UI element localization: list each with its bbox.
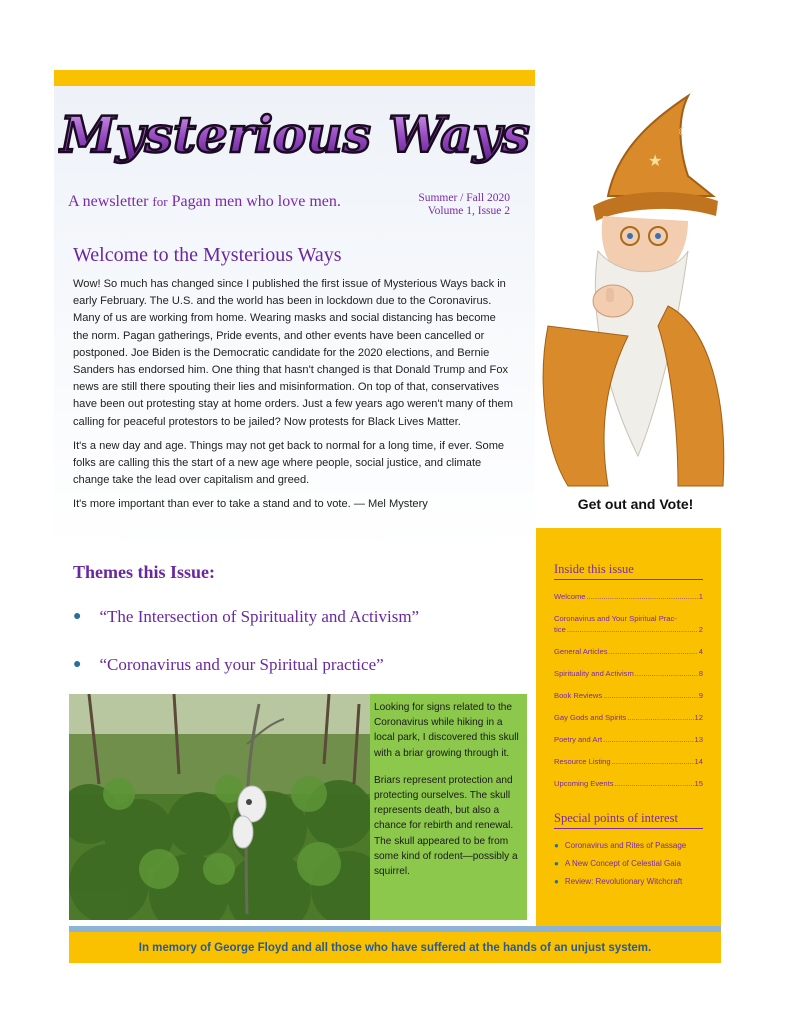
toc-item[interactable]: General Articles ..... 4 <box>554 646 703 657</box>
welcome-article <box>73 276 513 521</box>
special-points-heading: Special points of interest <box>554 811 703 829</box>
bullet-icon: ● <box>554 877 559 886</box>
wizard-illustration <box>538 76 730 490</box>
top-accent-bar <box>54 70 535 86</box>
svg-text:★: ★ <box>648 151 663 170</box>
welcome-signoff: It's more important than ever to take a stand and to vote. — Mel Mystery <box>73 498 428 511</box>
toc-item[interactable]: Spirituality and Activism ..... 8 <box>554 668 703 679</box>
toc-item[interactable]: Coronavirus and Your Spiritual Prac- tice ..... 2 <box>554 613 703 635</box>
toc-item[interactable]: Poetry and Art ..... 13 <box>554 734 703 745</box>
skull-briar-photo <box>69 694 370 920</box>
issue-volume: Volume 1, Issue 2 <box>427 205 510 217</box>
special-points-list <box>554 840 703 888</box>
toc-item[interactable]: Gay Gods and Spirits ..... 12 <box>554 712 703 723</box>
toc-item[interactable]: Welcome ..... 1 <box>554 591 703 602</box>
memorial-footer: In memory of George Floyd and all those who have suffered at the hands of an unjust system. <box>69 926 721 963</box>
toc-heading: Inside this issue <box>554 562 703 580</box>
svg-text:Mysterious Ways: Mysterious Ways <box>60 105 530 164</box>
welcome-paragraph: Wow! So much has changed since I published the first issue of Mysterious Ways back in early February. The U.S. and the world has been in lockdown due to the Coronavirus. Many of us are working from home. Wearing masks and social distancing has become the norm. Pagan gatherings, Pride events, and other events have been cancelled or postponed. Joe Biden is the Democratic candidate for the 2020 elections, and Bernie Sanders has endorsed him. One thing that hasn't changed is that Donald Trump and Fox news are still there spouting their lies and misinformation. On top of that, conservatives have been out protesting stay at home orders. Just a few years ago weren't many of them calling for peaceful protestors to be jailed? Now protests for Black Lives Matter. <box>73 278 513 428</box>
caption-paragraph: Looking for signs related to the Coronavirus while hiking in a local park, I discovered this skull with a briar growing through it. <box>374 702 519 759</box>
bullet-icon: ● <box>73 609 82 624</box>
issue-info <box>405 192 510 218</box>
special-point-item: ● Review: Revolutionary Witchcraft <box>554 877 683 886</box>
svg-text:☾: ☾ <box>678 125 689 139</box>
toc-item[interactable]: Resource Listing ..... 14 <box>554 756 703 767</box>
bullet-icon: ● <box>554 859 559 868</box>
welcome-heading: Welcome to the Mysterious Ways <box>73 244 342 266</box>
newsletter-tagline: A newsletter for Pagan men who love men. <box>68 193 341 210</box>
masthead-logo <box>58 92 533 172</box>
caption-paragraph: Briars represent protection and protecting ourselves. The skull represents death, but also a chance for rebirth and renewal. The skull appeared to be from some kind of rodent—possibly a squirrel. <box>374 774 518 878</box>
themes-heading: Themes this Issue: <box>73 562 216 582</box>
issue-season: Summer / Fall 2020 <box>418 192 510 204</box>
toc-item[interactable]: Upcoming Events ..... 15 <box>554 778 703 789</box>
sidebar-panel <box>536 528 721 926</box>
bullet-icon: ● <box>554 841 559 850</box>
special-point-item: ● A New Concept of Celestial Gaia <box>554 859 681 868</box>
theme-item: ● “Coronavirus and your Spiritual practice” <box>73 655 384 674</box>
theme-item: ● “The Intersection of Spirituality and Activism” <box>73 607 420 626</box>
photo-caption <box>370 694 527 920</box>
toc-item[interactable]: Book Reviews ..... 9 <box>554 690 703 701</box>
welcome-paragraph: It's a new day and age. Things may not get back to normal for a long time, if ever. Some folks are calling this the start of a new age where people, social justice, and climate change take the lead over capitalism and greed. <box>73 439 505 487</box>
special-point-item: ● Coronavirus and Rites of Passage <box>554 841 687 850</box>
bullet-icon: ● <box>73 657 82 672</box>
vote-caption: Get out and Vote! <box>577 496 694 512</box>
